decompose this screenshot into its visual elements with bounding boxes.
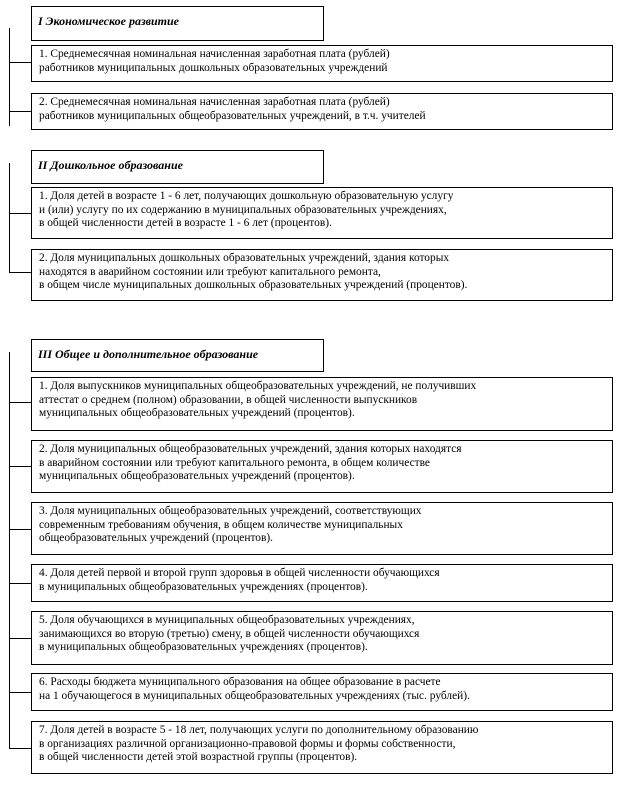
indicator-line: на 1 обучающегося в муниципальных общеобразовательных учреждениях (тыс. рублей).: [39, 689, 470, 702]
indicator-line: аттестат о среднем (полном) образовании, в общей численности выпускников: [39, 393, 418, 406]
section-title: II Дошкольное образование: [38, 158, 183, 172]
connector-1-1: [9, 62, 31, 63]
indicator-line: в муниципальных общеобразовательных учреждениях (процентов).: [39, 580, 368, 593]
indicator-line: современным требованиям обучения, в общем количестве муниципальных: [39, 518, 403, 531]
indicator-box: [31, 249, 613, 301]
indicator-line: в аварийном состоянии или требуют капитального ремонта, в общем количестве: [39, 456, 430, 469]
indicator-box: [31, 440, 613, 493]
connector-section-3: [9, 352, 10, 749]
indicator-line: 4. Доля детей первой и второй групп здоровья в общей численности обучающихся: [39, 567, 440, 579]
indicator-line: муниципальных общеобразовательных учреждений (процентов).: [39, 407, 355, 420]
indicator-line: 3. Доля муниципальных общеобразовательных учреждений, соответствующих: [39, 505, 422, 517]
connector-3-4: [9, 583, 31, 584]
indicator-line: занимающихся во вторую (третью) смену, в общей численности обучающихся: [39, 627, 420, 640]
indicator-line: 2. Доля муниципальных общеобразовательных учреждений, здания которых находятся: [39, 443, 462, 455]
indicator-line: 1. Доля детей в возрасте 1 - 6 лет, получающих дошкольную образовательную услугу: [39, 190, 454, 202]
indicator-line: 6. Расходы бюджета муниципального образования на общее образование в расчете: [39, 676, 441, 688]
indicator-box: [31, 611, 613, 665]
connector-section-2: [9, 163, 10, 273]
indicator-line: муниципальных общеобразовательных учреждений (процентов).: [39, 470, 355, 483]
indicator-box: [31, 673, 613, 711]
connector-3-5: [9, 638, 31, 639]
section-header-economic: [31, 6, 324, 41]
section-title: I Экономическое развитие: [38, 14, 179, 28]
connector-3-6: [9, 692, 31, 693]
indicator-line: работников муниципальных общеобразовательных учреждений, в т.ч. учителей: [39, 109, 426, 122]
indicator-line: в общей численности детей этой возрастной группы (процентов).: [39, 751, 358, 764]
section-header-preschool: [31, 150, 324, 184]
indicator-line: 7. Доля детей в возрасте 5 - 18 лет, получающих услуги по дополнительному образованию: [39, 724, 479, 736]
indicator-box: [31, 377, 613, 431]
indicator-line: в общем числе муниципальных дошкольных образовательных учреждений (процентов).: [39, 279, 468, 292]
indicator-line: 2. Доля муниципальных дошкольных образовательных учреждений, здания которых: [39, 252, 450, 264]
indicator-line: в организациях различной организационно-правовой формы и формы собственности,: [39, 737, 456, 750]
indicator-line: 5. Доля обучающихся в муниципальных общеобразовательных учреждениях,: [39, 614, 415, 626]
connector-2-2: [9, 272, 31, 273]
connector-3-3: [9, 529, 31, 530]
indicator-line: 1. Доля выпускников муниципальных общеобразовательных учреждений, не получивших: [39, 380, 477, 392]
indicator-box: [31, 502, 613, 555]
indicator-line: в общей численности детей в возрасте 1 - 6 лет (процентов).: [39, 217, 332, 230]
indicator-box: [31, 93, 613, 130]
indicator-line: 1. Среднемесячная номинальная начисленная заработная плата (рублей): [39, 48, 390, 60]
indicator-line: работников муниципальных дошкольных образовательных учреждений: [39, 61, 388, 74]
connector-2-1: [9, 213, 31, 214]
indicator-line: и (или) услугу по их содержанию в муниципальных образовательных учреждениях,: [39, 203, 447, 216]
section-header-general-education: [31, 339, 324, 372]
indicator-box: [31, 564, 613, 602]
section-title: III Общее и дополнительное образование: [38, 347, 259, 361]
connector-3-1: [9, 402, 31, 403]
indicator-box: [31, 721, 613, 774]
indicator-box: [31, 45, 613, 82]
indicator-line: 2. Среднемесячная номинальная начисленная заработная плата (рублей): [39, 96, 390, 108]
indicator-line: общеобразовательных учреждений (процентов).: [39, 532, 273, 545]
connector-3-7: [9, 748, 31, 749]
indicator-line: в муниципальных общеобразовательных учреждениях (процентов).: [39, 641, 368, 654]
connector-3-2: [9, 466, 31, 467]
indicator-box: [31, 187, 613, 239]
connector-1-2: [9, 111, 31, 112]
indicator-line: находятся в аварийном состоянии или требуют капитального ремонта,: [39, 265, 381, 278]
